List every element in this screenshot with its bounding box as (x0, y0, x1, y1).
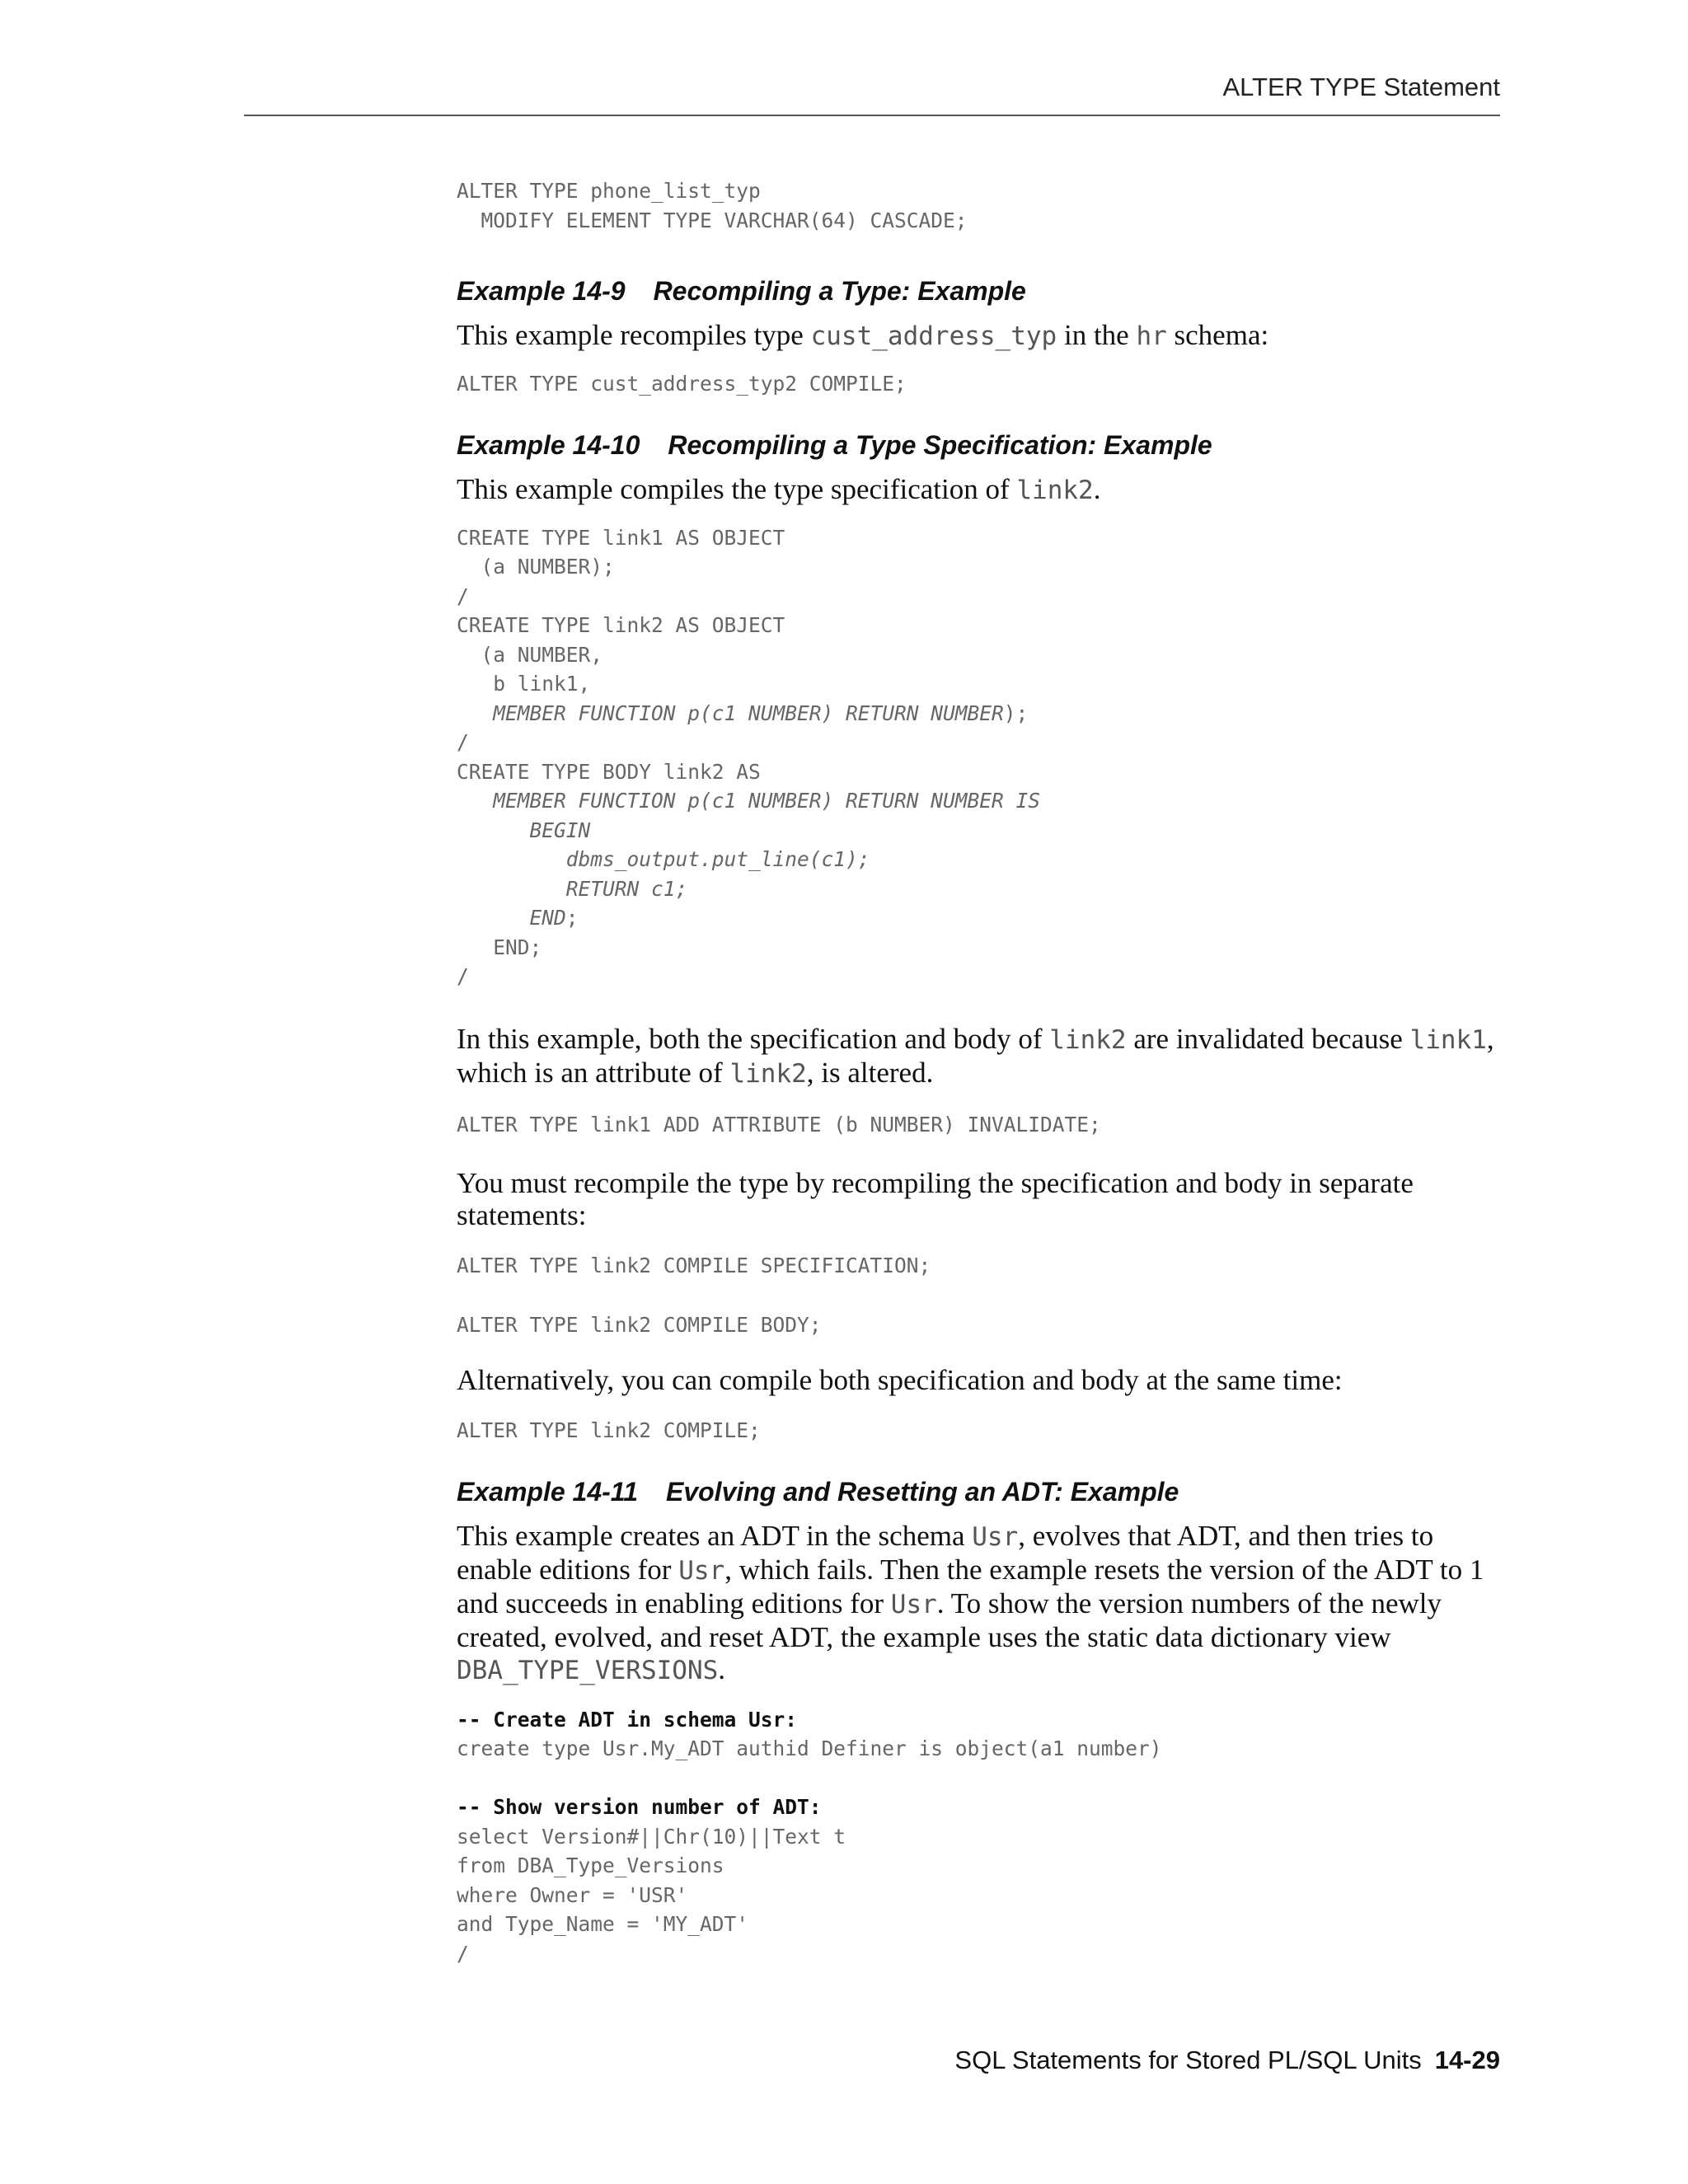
text-run: , which is an attribute of (457, 1022, 1494, 1089)
text-run: . (1093, 472, 1101, 505)
code-line: ALTER TYPE link2 COMPILE BODY; (457, 1312, 822, 1337)
code-line-italic: END (529, 906, 566, 930)
code-line: / (457, 1941, 469, 1966)
text-run: are invalidated because (1126, 1022, 1410, 1055)
example-heading-14-10 (457, 430, 1500, 461)
header-divider (244, 115, 1500, 116)
example-title: Recompiling a Type Specification: Example (668, 429, 1212, 460)
code-line: CREATE TYPE link1 AS OBJECT (457, 525, 785, 550)
code-term: hr (1136, 321, 1167, 351)
code-comment: -- Show version number of ADT: (457, 1795, 822, 1819)
code-term: cust_address_typ (810, 321, 1057, 351)
code-line-italic: dbms_output.put_line(c1); (565, 847, 870, 871)
code-line: ; (565, 906, 579, 930)
code-line: / (457, 964, 469, 988)
code-line: ALTER TYPE link2 COMPILE SPECIFICATION; (457, 1254, 931, 1277)
paragraph-adt-description (457, 1520, 1500, 1687)
code-line: (a NUMBER, (457, 642, 603, 667)
code-block-add-attribute (457, 1110, 1500, 1140)
code-line: select Version#||Chr(10)||Text t (457, 1824, 846, 1849)
code-line: CREATE TYPE BODY link2 AS (457, 759, 761, 784)
code-line: CREATE TYPE link2 AS OBJECT (457, 613, 785, 637)
code-term: link2 (729, 1058, 807, 1089)
code-line-italic: MEMBER FUNCTION p(c1 NUMBER) RETURN NUMBER IS (493, 789, 1041, 813)
code-line: and Type_Name = 'MY_ADT' (457, 1912, 749, 1936)
code-line: ALTER TYPE cust_address_typ2 COMPILE; (457, 372, 907, 396)
code-line-italic: RETURN c1; (565, 876, 688, 901)
text-run: This example recompiles type (457, 319, 811, 351)
code-line: (a NUMBER); (457, 555, 615, 579)
paragraph-recompile-type (457, 319, 1500, 353)
code-comment: -- Create ADT in schema Usr: (457, 1707, 798, 1732)
code-term: link2 (1049, 1024, 1127, 1055)
paragraph-recompile-separate (457, 1167, 1500, 1231)
code-indent (457, 847, 566, 871)
text-run: , evolves that ADT, and then tries to enable editions for (457, 1519, 1434, 1586)
text-run: This example creates an ADT in the schema (457, 1519, 973, 1552)
code-block-compile-both (457, 1416, 1500, 1446)
code-line: / (457, 583, 469, 608)
code-block-compile (457, 369, 1500, 399)
code-line: MODIFY ELEMENT TYPE VARCHAR(64) CASCADE; (457, 208, 968, 232)
code-line-italic: MEMBER FUNCTION p(c1 NUMBER) RETURN NUMBER (493, 701, 1004, 725)
code-block-create-adt (457, 1705, 1500, 1969)
code-line: where Owner = 'USR' (457, 1882, 688, 1907)
code-term: Usr (678, 1555, 725, 1586)
page-footer (954, 2046, 1500, 2075)
code-indent (457, 877, 566, 901)
paragraph-compile-spec (457, 473, 1500, 507)
text-run: This example compiles the type specification of (457, 472, 1017, 505)
code-indent (457, 701, 493, 725)
example-heading-14-11 (457, 1477, 1500, 1507)
example-number: Example 14-10 (457, 429, 640, 460)
footer-section-title: SQL Statements for Stored PL/SQL Units (954, 2046, 1422, 2074)
code-block-compile-spec (457, 1251, 1500, 1281)
text-run: schema: (1166, 319, 1269, 351)
code-term: Usr (972, 1521, 1019, 1552)
text-run: in the (1057, 319, 1137, 351)
code-block-compile-body (457, 1310, 1500, 1340)
code-block-phone-list (457, 176, 1500, 235)
example-number: Example 14-9 (457, 276, 626, 306)
page-content (457, 176, 1500, 1968)
code-line: ); (1003, 701, 1029, 725)
code-block-link-types (457, 523, 1500, 991)
text-run: , which fails. Then the example resets the version of the ADT to 1 and succeeds in enabling editions for (457, 1553, 1484, 1619)
code-line: create type Usr.My_ADT authid Definer is object(a1 number) (457, 1736, 1162, 1760)
text-run: Alternatively, you can compile both specification and body at the same time: (457, 1364, 1343, 1396)
example-title: Recompiling a Type: Example (653, 276, 1026, 306)
code-indent (457, 906, 530, 930)
code-term: Usr (890, 1589, 937, 1619)
code-line: ALTER TYPE phone_list_typ (457, 179, 761, 203)
header-title: ALTER TYPE Statement (1222, 73, 1500, 101)
text-run: , is altered. (806, 1056, 934, 1089)
code-line: / (457, 730, 469, 754)
text-run: In this example, both the specification and body of (457, 1022, 1050, 1055)
code-term: link2 (1016, 475, 1094, 505)
code-line: from DBA_Type_Versions (457, 1854, 724, 1877)
code-line-italic: BEGIN (529, 818, 591, 842)
paragraph-alternatively (457, 1364, 1500, 1396)
code-term: DBA_TYPE_VERSIONS (457, 1655, 719, 1685)
text-run: . To show the version numbers of the newly created, evolved, and reset ADT, the example uses the static data dictionary view (457, 1586, 1442, 1653)
code-indent (457, 818, 530, 842)
code-indent (457, 789, 493, 813)
example-number: Example 14-11 (457, 1476, 638, 1507)
example-heading-14-9 (457, 276, 1500, 307)
page-number: 14-29 (1434, 2046, 1500, 2074)
code-line: ALTER TYPE link2 COMPILE; (457, 1418, 761, 1442)
paragraph-invalidated (457, 1023, 1500, 1090)
code-line: ALTER TYPE link1 ADD ATTRIBUTE (b NUMBER) INVALIDATE; (457, 1112, 1101, 1137)
code-line: b link1, (457, 672, 591, 696)
code-line: END; (457, 935, 542, 959)
text-run: You must recompile the type by recompiling the specification and body in separate statements: (457, 1167, 1414, 1231)
code-term: link1 (1409, 1024, 1487, 1055)
text-run: . (718, 1652, 726, 1685)
example-title: Evolving and Resetting an ADT: Example (665, 1476, 1179, 1507)
